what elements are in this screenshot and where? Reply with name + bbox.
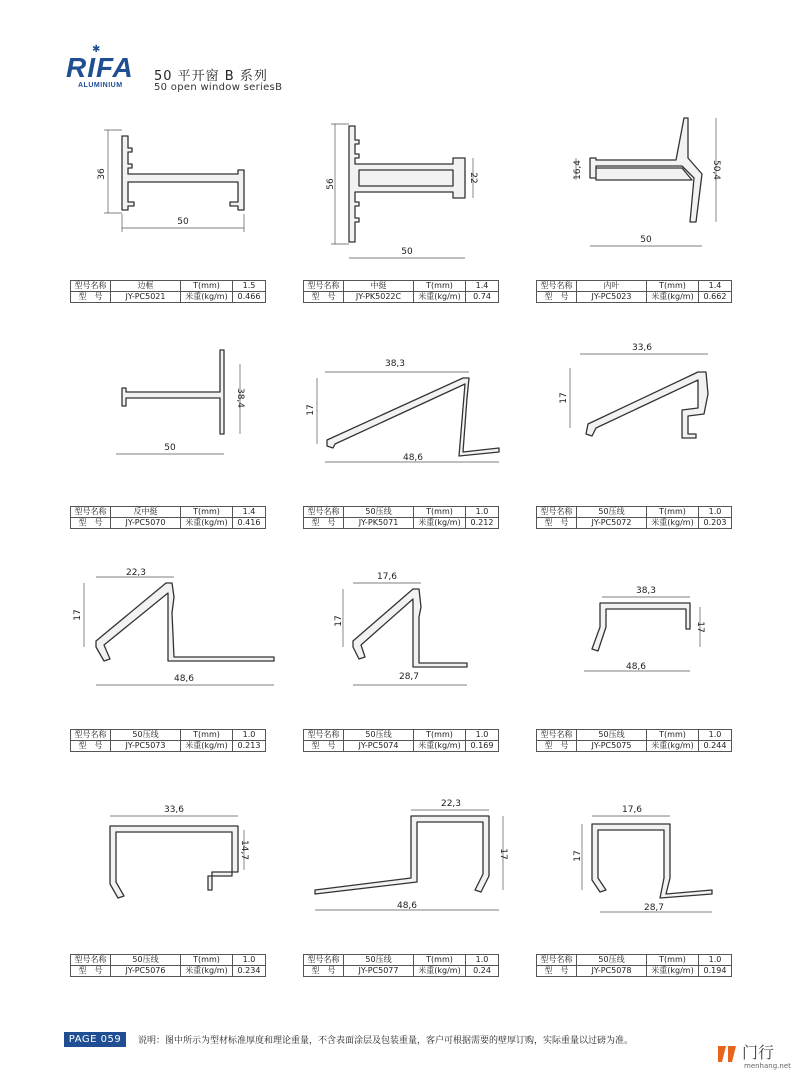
spec-cell: T(mm) xyxy=(647,730,699,741)
dimension-label: 38,4 xyxy=(235,387,245,409)
dimension-label: 14,7 xyxy=(239,839,249,861)
spec-cell: 0.662 xyxy=(699,292,732,303)
footer-note: 说明：图中所示为型材标准厚度和理论重量，不含表面涂层及包装重量，客户可根据需要的壁厚订购，实际重量以过磅为准。 xyxy=(138,1036,634,1046)
dimension-label: 48,6 xyxy=(625,662,647,672)
spec-table-6 xyxy=(536,506,732,529)
profile-drawing-12 xyxy=(536,794,766,974)
spec-cell: 50压线 xyxy=(111,955,181,966)
page-number: PAGE 059 xyxy=(64,1032,126,1047)
spec-cell: 米重(kg/m) xyxy=(647,292,699,303)
spec-cell: 型号名称 xyxy=(537,730,577,741)
dimension-label: 22,3 xyxy=(125,568,147,578)
profile-drawing-7 xyxy=(70,567,300,747)
spec-cell: 1.0 xyxy=(699,730,732,741)
spec-cell: 型 号 xyxy=(304,966,344,977)
spec-cell: T(mm) xyxy=(414,507,466,518)
spec-cell: T(mm) xyxy=(414,730,466,741)
spec-cell: 米重(kg/m) xyxy=(414,966,466,977)
profile-drawing-4 xyxy=(70,344,300,524)
spec-cell: 0.213 xyxy=(233,741,266,752)
spec-cell: 型号名称 xyxy=(537,281,577,292)
spec-table-5 xyxy=(303,506,499,529)
spec-cell: T(mm) xyxy=(414,281,466,292)
profile-drawing-9 xyxy=(536,567,766,747)
dimension-label: 16,4 xyxy=(573,159,583,181)
spec-table-3 xyxy=(536,280,732,303)
dimension-label: 50 xyxy=(164,443,176,453)
series-title-cn: 50 平开窗 B 系列 xyxy=(154,69,268,84)
dimension-label: 56 xyxy=(326,178,336,190)
spec-cell: 型 号 xyxy=(71,292,111,303)
profile-drawing-6 xyxy=(536,344,766,524)
spec-cell: 0.212 xyxy=(466,518,499,529)
spec-cell: 1.0 xyxy=(466,507,499,518)
spec-cell: JY-PC5078 xyxy=(577,966,647,977)
spec-cell: 1.0 xyxy=(233,730,266,741)
spec-cell: 米重(kg/m) xyxy=(181,966,233,977)
spec-cell: 0.244 xyxy=(699,741,732,752)
spec-cell: 型号名称 xyxy=(71,730,111,741)
spec-cell: 米重(kg/m) xyxy=(181,518,233,529)
logo-subtext: ALUMINIUM xyxy=(78,82,123,89)
spec-cell: 型 号 xyxy=(537,292,577,303)
watermark xyxy=(716,1040,800,1076)
spec-table-10 xyxy=(70,954,266,977)
dimension-label: 17 xyxy=(573,850,583,862)
profile-drawing-10 xyxy=(70,794,300,974)
dimension-label: 22,3 xyxy=(440,799,462,809)
spec-cell: 型号名称 xyxy=(304,507,344,518)
profile-name: 边框 xyxy=(111,281,181,292)
spec-cell: 0.416 xyxy=(233,518,266,529)
spec-cell: 型号名称 xyxy=(304,730,344,741)
dimension-label: 33,6 xyxy=(631,343,653,353)
spec-cell: JY-PC5072 xyxy=(577,518,647,529)
spec-table-2 xyxy=(303,280,499,303)
watermark-url: menhang.net xyxy=(744,1062,791,1070)
dimension-label: 17,6 xyxy=(376,572,398,582)
spec-cell: 型号名称 xyxy=(537,955,577,966)
spec-cell: 1.4 xyxy=(466,281,499,292)
spec-cell: JY-PC5023 xyxy=(577,292,647,303)
spec-cell: 型 号 xyxy=(71,741,111,752)
series-title-en: 50 open window seriesB xyxy=(154,82,283,93)
spec-cell: 1.0 xyxy=(466,730,499,741)
spec-cell: JY-PC5076 xyxy=(111,966,181,977)
spec-cell: 0.194 xyxy=(699,966,732,977)
logo-wordmark: RIFA xyxy=(66,52,134,83)
dimension-label: 17 xyxy=(559,392,569,404)
spec-cell: 1.0 xyxy=(233,955,266,966)
spec-cell: JY-PC5074 xyxy=(344,741,414,752)
spec-cell: 50压线 xyxy=(577,507,647,518)
spec-cell: JY-PC5077 xyxy=(344,966,414,977)
dimension-label: 50 xyxy=(640,235,652,245)
spec-cell: 0.169 xyxy=(466,741,499,752)
dimension-label: 28,7 xyxy=(398,672,420,682)
watermark-logo-icon xyxy=(716,1042,738,1064)
spec-cell: 50压线 xyxy=(344,507,414,518)
spec-cell: 型 号 xyxy=(304,292,344,303)
profile-drawing-8 xyxy=(303,567,533,747)
spec-cell: 米重(kg/m) xyxy=(181,292,233,303)
spec-cell: 米重(kg/m) xyxy=(647,741,699,752)
spec-cell: JY-PK5022C xyxy=(344,292,414,303)
spec-cell: T(mm) xyxy=(647,281,699,292)
spec-cell: 型 号 xyxy=(537,966,577,977)
dim-height: 36 xyxy=(97,168,107,180)
dimension-label: 50,4 xyxy=(711,159,721,181)
dimension-label: 48,6 xyxy=(173,674,195,684)
dimension-label: 50 xyxy=(401,247,413,257)
spec-table-4 xyxy=(70,506,266,529)
spec-cell: 50压线 xyxy=(111,730,181,741)
spec-cell: 1.4 xyxy=(233,507,266,518)
spec-cell: 1.0 xyxy=(699,507,732,518)
spec-cell: 0.203 xyxy=(699,518,732,529)
dimension-label: 17 xyxy=(695,621,705,633)
dimension-label: 17,6 xyxy=(621,805,643,815)
spec-table-9 xyxy=(536,729,732,752)
dimension-label: 33,6 xyxy=(163,805,185,815)
spec-cell: 型 号 xyxy=(71,518,111,529)
spec-cell: JY-PC5070 xyxy=(111,518,181,529)
spec-cell: 型号名称 xyxy=(71,955,111,966)
spec-table-12 xyxy=(536,954,732,977)
spec-table-1 xyxy=(70,280,266,303)
dim-width: 50 xyxy=(177,217,189,227)
spec-cell: 1.4 xyxy=(699,281,732,292)
spec-cell: 0.74 xyxy=(466,292,499,303)
dimension-label: 17 xyxy=(498,848,508,860)
spec-cell: 50压线 xyxy=(577,955,647,966)
dimension-label: 17 xyxy=(73,609,83,621)
thickness-value: 1.5 xyxy=(233,281,266,292)
dimension-label: 28,7 xyxy=(643,903,665,913)
spec-cell: T(mm) xyxy=(181,507,233,518)
dimension-label: 17 xyxy=(334,615,344,627)
spec-cell: 型号名称 xyxy=(304,281,344,292)
spec-cell: 型号名称 xyxy=(71,507,111,518)
spec-cell: 0.24 xyxy=(466,966,499,977)
spec-cell: 50压线 xyxy=(344,730,414,741)
watermark-text: 门行 xyxy=(742,1043,775,1062)
profile-drawing-3 xyxy=(536,118,766,298)
spec-cell: 米重(kg/m) xyxy=(414,518,466,529)
spec-table-8 xyxy=(303,729,499,752)
page-header xyxy=(64,44,464,94)
dimension-label: 17 xyxy=(306,404,316,416)
spec-cell: T(mm) xyxy=(647,507,699,518)
spec-cell: 米重(kg/m) xyxy=(414,741,466,752)
spec-cell: 反中挺 xyxy=(111,507,181,518)
dimension-label: 38,3 xyxy=(635,586,657,596)
spec-cell: 米重(kg/m) xyxy=(647,518,699,529)
spec-cell: 1.0 xyxy=(699,955,732,966)
spec-cell: 型 号 xyxy=(537,518,577,529)
model-number: JY-PC5021 xyxy=(111,292,181,303)
spec-cell: 米重(kg/m) xyxy=(414,292,466,303)
dimension-label: 22 xyxy=(468,172,478,184)
spec-table-11 xyxy=(303,954,499,977)
spec-cell: JY-PC5075 xyxy=(577,741,647,752)
dimension-label: 38,3 xyxy=(384,359,406,369)
spec-cell: 型 号 xyxy=(537,741,577,752)
spec-cell: 内叶 xyxy=(577,281,647,292)
spec-cell: 型 号 xyxy=(71,966,111,977)
spec-cell: 1.0 xyxy=(466,955,499,966)
spec-cell: 型号名称 xyxy=(304,955,344,966)
spec-table-7 xyxy=(70,729,266,752)
spec-cell: 型号名称 xyxy=(537,507,577,518)
spec-cell: 型 号 xyxy=(304,518,344,529)
spec-cell: T(mm) xyxy=(181,281,233,292)
profile-drawing-1 xyxy=(70,118,300,298)
dimension-label: 48,6 xyxy=(402,453,424,463)
spec-cell: T(mm) xyxy=(414,955,466,966)
dimension-label: 48,6 xyxy=(396,901,418,911)
spec-cell: T(mm) xyxy=(181,955,233,966)
page-footer xyxy=(64,1032,744,1048)
spec-cell: T(mm) xyxy=(647,955,699,966)
profile-drawing-11 xyxy=(303,794,533,974)
spec-cell: JY-PC5073 xyxy=(111,741,181,752)
profile-drawing-5 xyxy=(303,344,533,524)
spec-cell: 型号名称 xyxy=(71,281,111,292)
spec-cell: 中挺 xyxy=(344,281,414,292)
rifa-logo xyxy=(64,44,154,92)
spec-cell: 50压线 xyxy=(344,955,414,966)
spec-cell: 米重(kg/m) xyxy=(181,741,233,752)
weight-value: 0.466 xyxy=(233,292,266,303)
spec-cell: JY-PK5071 xyxy=(344,518,414,529)
spec-cell: 米重(kg/m) xyxy=(647,966,699,977)
spec-cell: 型 号 xyxy=(304,741,344,752)
spec-cell: 0.234 xyxy=(233,966,266,977)
spec-cell: 50压线 xyxy=(577,730,647,741)
logo-star-icon: ✱ xyxy=(92,44,101,55)
spec-cell: T(mm) xyxy=(181,730,233,741)
profile-drawing-2 xyxy=(303,118,533,298)
